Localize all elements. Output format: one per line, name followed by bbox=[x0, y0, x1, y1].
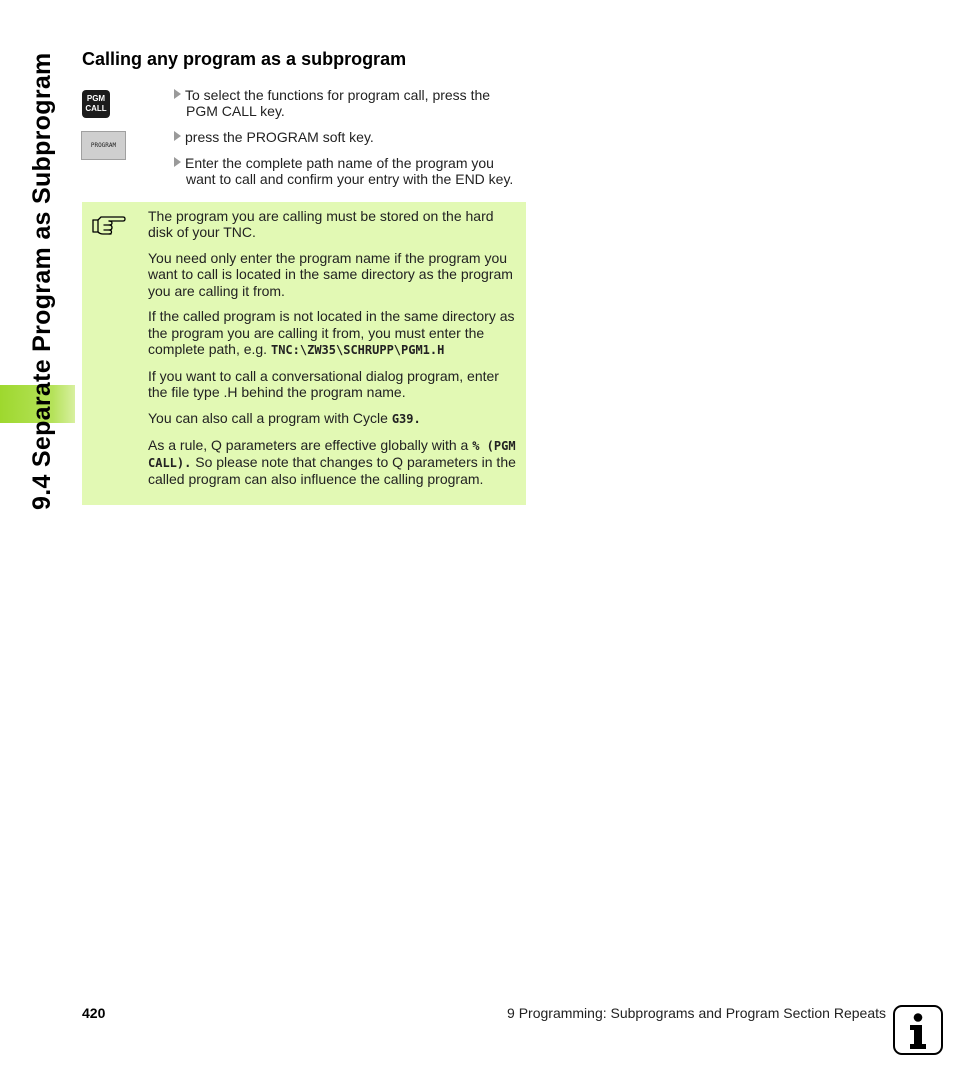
note-paragraph bbox=[148, 437, 518, 488]
note-text: You can also call a program with Cycle bbox=[148, 409, 392, 426]
info-letter-glyph bbox=[895, 1007, 941, 1053]
bullet-arrow-icon bbox=[174, 131, 181, 141]
note-text: As a rule, Q parameters are effective globally with a bbox=[148, 436, 473, 453]
bullet-arrow-icon bbox=[174, 157, 181, 167]
note-paragraph: The program you are calling must be stored on the hard disk of your TNC. bbox=[148, 208, 494, 241]
footer-chapter-title: 9 Programming: Subprograms and Program Section Repeats bbox=[507, 1005, 886, 1021]
step-text: PGM CALL key. bbox=[186, 103, 285, 119]
path-code: TNC:\ZW35\SCHRUPP\PGM1.H bbox=[270, 343, 445, 358]
cycle-code: G39. bbox=[391, 411, 421, 426]
pgm-call-key-label-1: PGM bbox=[86, 94, 106, 103]
step-item bbox=[174, 155, 534, 187]
step-text: Enter the complete path name of the program you bbox=[185, 155, 494, 171]
note-paragraph: If you want to call a conversational dialog program, enter the file type .H behind the program name. bbox=[148, 367, 499, 401]
step-text: press the PROGRAM soft key. bbox=[185, 129, 374, 145]
note-paragraph: You need only enter the program name if the program you want to call is located in the same directory as the program you are calling it from. bbox=[148, 250, 513, 299]
step-item bbox=[174, 87, 534, 119]
step-text: To select the functions for program call, press the bbox=[185, 87, 491, 103]
step-text: want to call and confirm your entry with the END key. bbox=[186, 171, 514, 187]
bullet-arrow-icon bbox=[174, 89, 181, 99]
note-body bbox=[148, 208, 518, 497]
program-softkey-label: PROGRAM bbox=[90, 142, 117, 149]
chapter-side-title: 9.4 Separate Program as Subprogram bbox=[28, 52, 56, 510]
pgm-call-key-label-2: CALL bbox=[85, 104, 107, 113]
info-icon bbox=[893, 1005, 943, 1055]
note-text: So please note that changes to Q parameters in the called program can also influence the calling program. bbox=[148, 454, 516, 488]
note-text: If the called program is not located in the same directory as the program you are calling it from, you must enter the complete path, e.g. bbox=[148, 308, 515, 358]
note-paragraph bbox=[148, 308, 518, 358]
section-heading: Calling any program as a subprogram bbox=[82, 49, 407, 69]
step-item bbox=[174, 129, 534, 145]
program-softkey-icon bbox=[81, 131, 126, 160]
note-paragraph bbox=[148, 410, 518, 427]
pointing-hand-icon bbox=[92, 213, 126, 235]
page-number: 420 bbox=[82, 1005, 106, 1021]
pgm-call-code: % (PGM CALL). bbox=[148, 438, 516, 471]
pgm-call-key-icon bbox=[82, 90, 110, 118]
